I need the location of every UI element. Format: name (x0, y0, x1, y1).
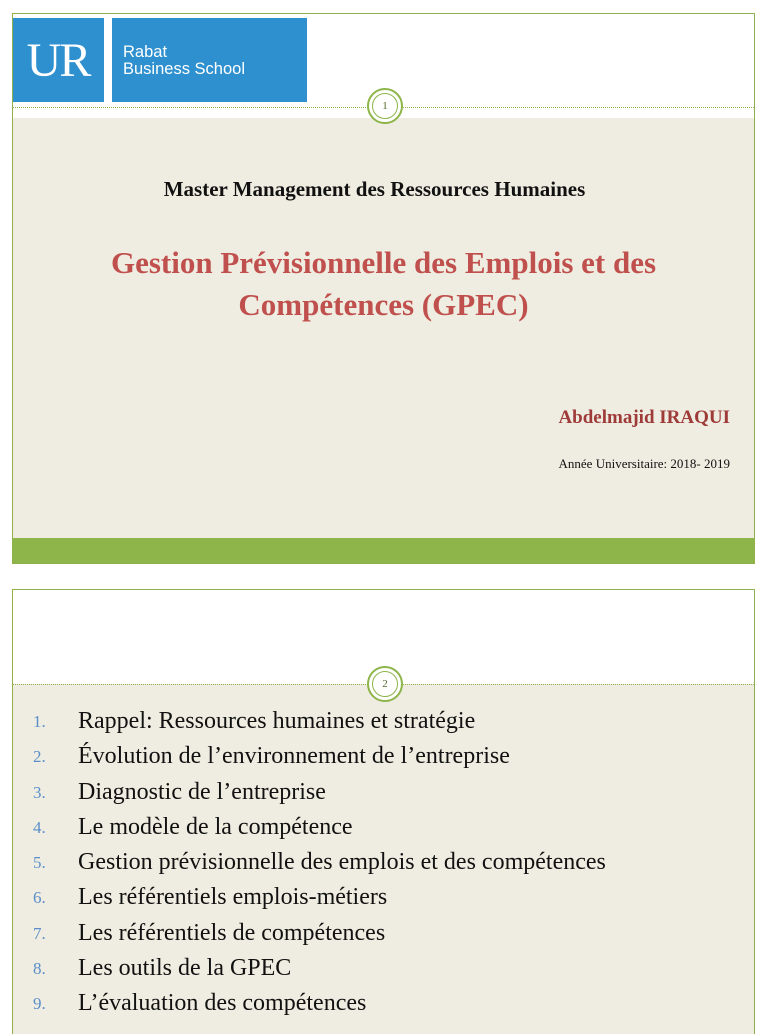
item-number: 1. (33, 712, 46, 731)
item-number: 4. (33, 817, 46, 837)
slide-title (12, 13, 755, 564)
slide-outline (12, 589, 755, 1034)
course-title-line-1: Gestion Prévisionnelle des Emplois et des (110, 245, 657, 280)
school-logo-name (112, 18, 307, 102)
item-number: 6. (33, 888, 46, 908)
item-number: 2. (33, 747, 46, 767)
item-text: Le modèle de la compétence (78, 813, 353, 840)
item-number: 7. (33, 923, 46, 943)
item-text: L’évaluation des compétences (78, 990, 367, 1017)
item-text: Diagnostic de l’entreprise (78, 778, 326, 805)
item-number: 8. (33, 959, 46, 979)
academic-year: Année Universitaire: 2018- 2019 (558, 456, 730, 471)
item-text: Rappel: Ressources humaines et stratégie (78, 708, 476, 734)
page-number-badge (367, 88, 403, 124)
item-text: Les référentiels emplois-métiers (78, 884, 388, 911)
logo-mark-text: UR (26, 33, 90, 87)
school-logo-mark (12, 18, 104, 102)
item-number: 9. (33, 994, 46, 1014)
item-text: Évolution de l’environnement de l’entreprise (78, 743, 510, 770)
item-number: 5. (33, 853, 46, 873)
course-title-line-2: Compétences (GPEC) (238, 287, 529, 322)
item-text: Gestion prévisionnelle des emplois et des compétences (78, 849, 606, 876)
page-number: 1 (382, 100, 388, 112)
slide-footer-band (13, 538, 754, 564)
item-text: Les outils de la GPEC (78, 955, 292, 982)
item-text: Les référentiels de compétences (78, 919, 386, 946)
page-number: 2 (382, 678, 388, 690)
program-name: Master Management des Ressources Humaines (163, 177, 586, 201)
logo-line-2: Business School (123, 60, 245, 78)
logo-name-text (123, 44, 245, 78)
author-name: Abdelmajid IRAQUI (558, 407, 730, 428)
page-number-badge (367, 666, 403, 702)
item-number: 3. (33, 782, 46, 802)
course-title (53, 242, 714, 326)
logo-line-1: Rabat (123, 43, 168, 61)
